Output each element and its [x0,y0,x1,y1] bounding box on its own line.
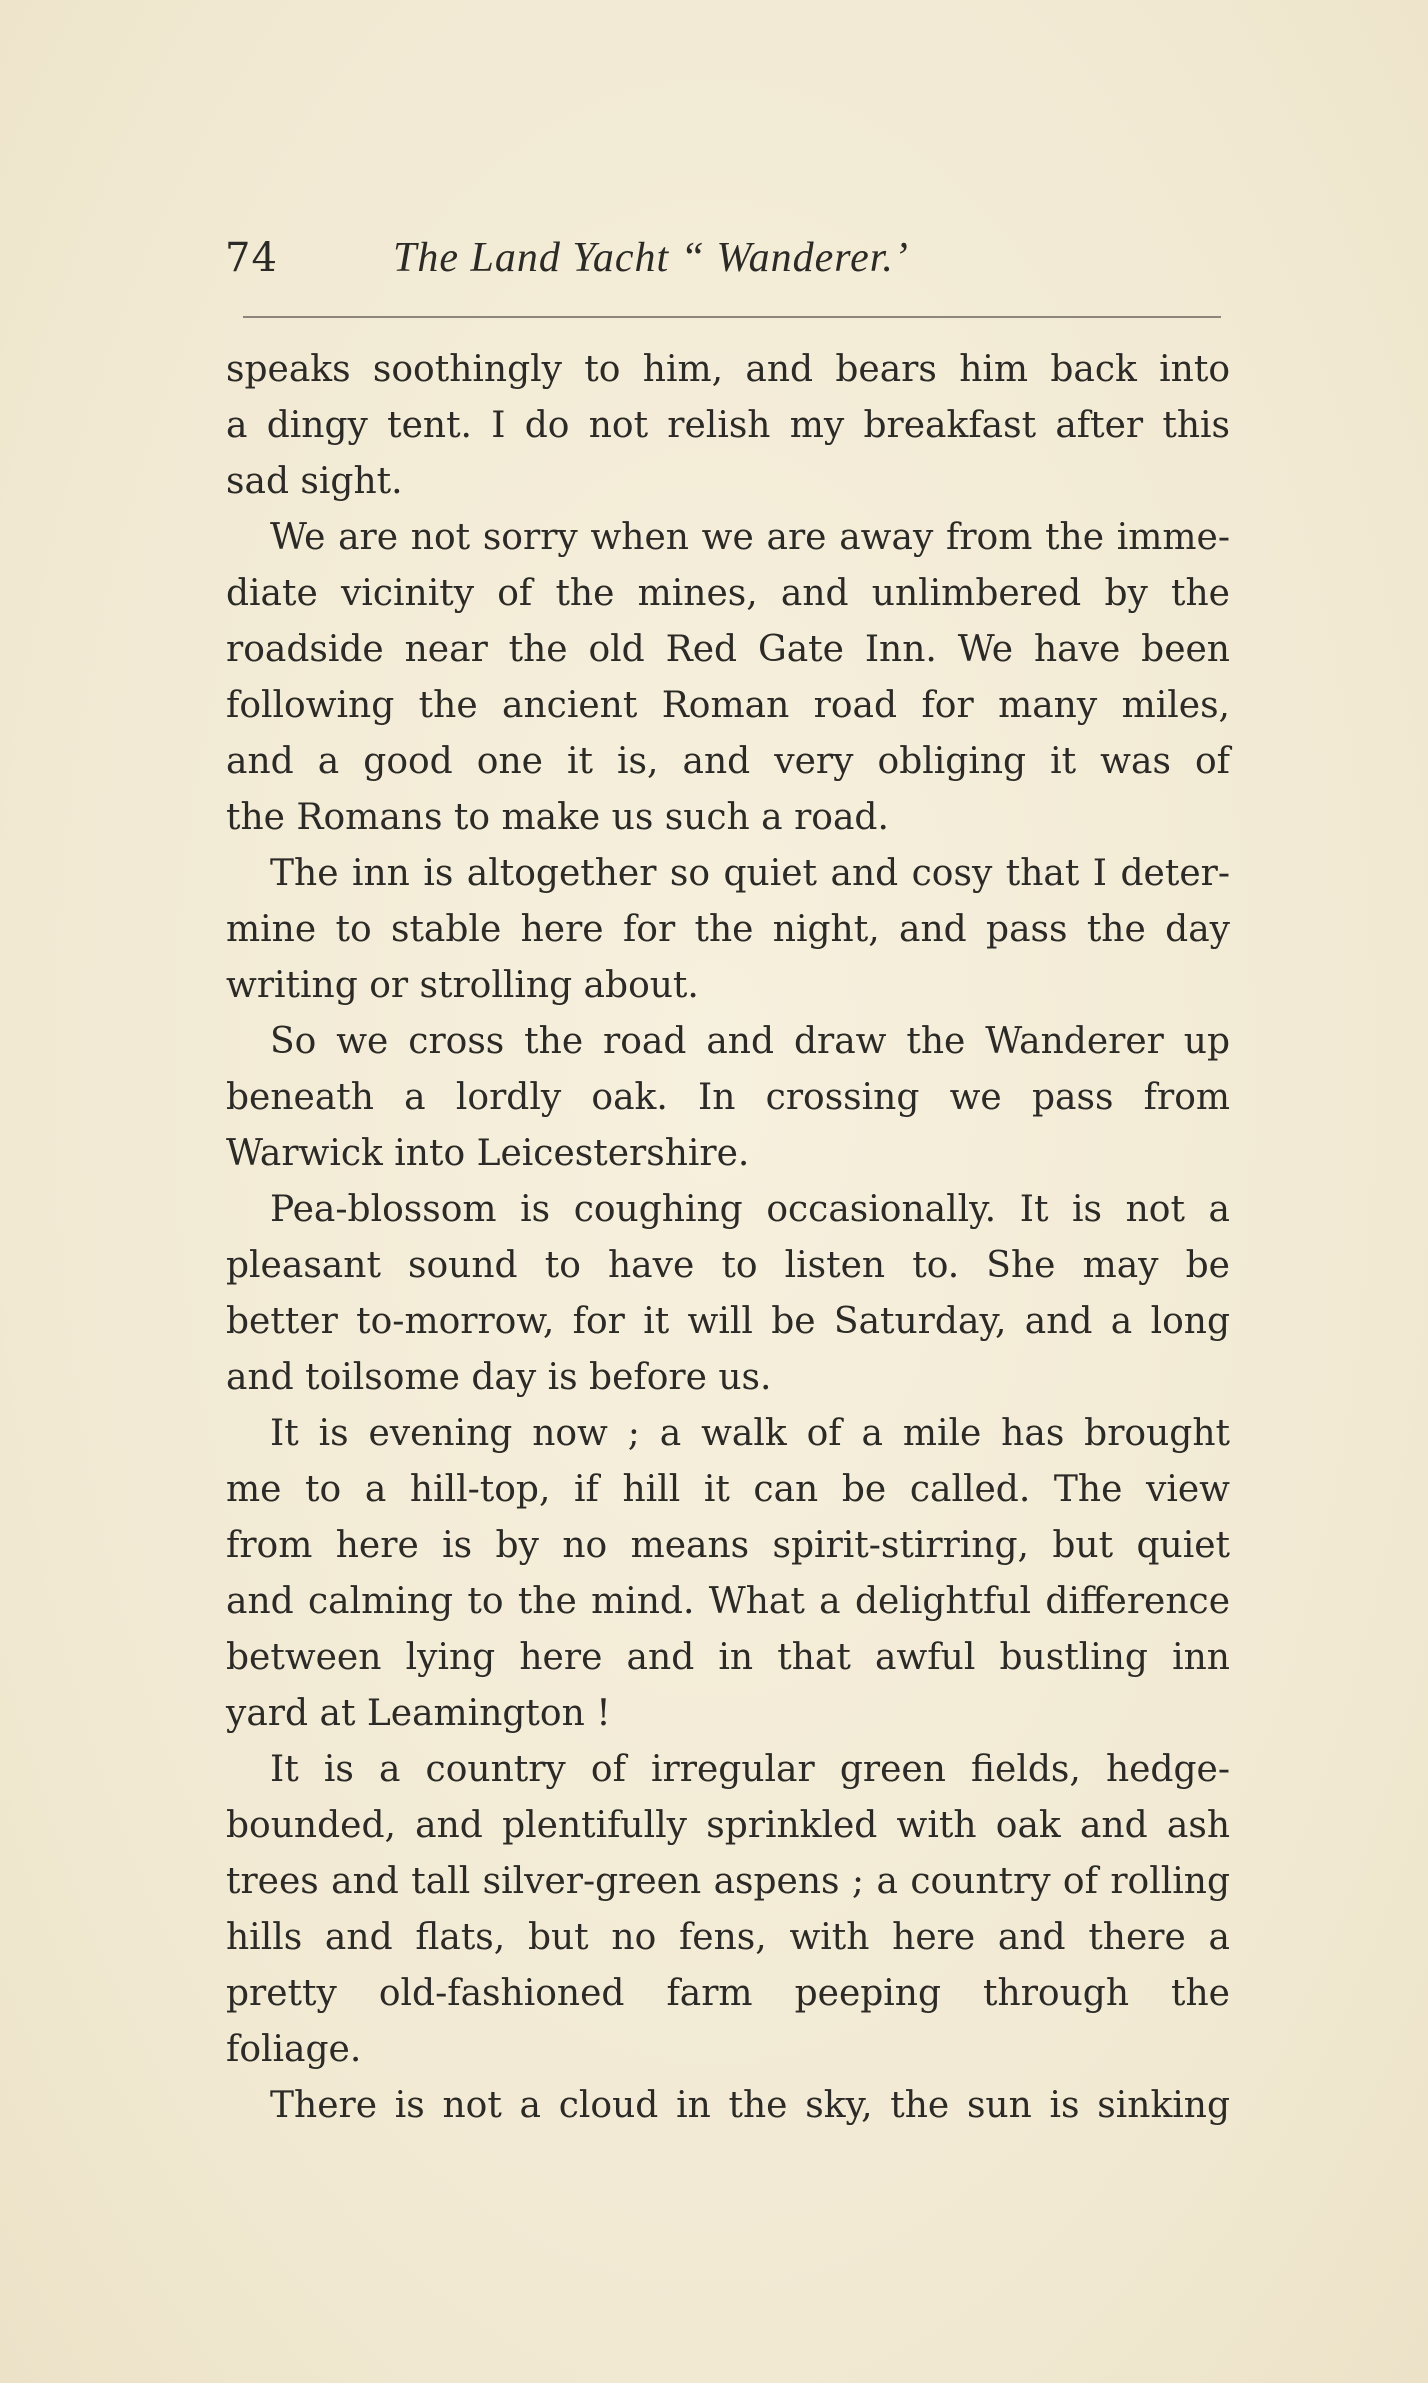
text-line: speaks soothingly to him, and bears him back into [226,349,1230,390]
text-line: Warwick into Leicestershire. [226,1133,750,1174]
text-line: yard at Leamington ! [226,1693,611,1734]
text-line: trees and tall silver-green aspens ; a country of rolling [226,1861,1230,1902]
text-line: between lying here and in that awful bustling inn [226,1637,1230,1678]
text-line: writing or strolling about. [226,965,699,1006]
text-line: There is not a cloud in the sky, the sun is sinking [270,2085,1230,2126]
text-line: the Romans to make us such a road. [226,797,889,838]
text-line: We are not sorry when we are away from the imme- [270,517,1230,558]
text-line: pretty old-fashioned farm peeping through the [226,1973,1230,2014]
text-line: It is a country of irregular green fields, hedge- [270,1749,1230,1790]
running-head [225,228,1215,288]
text-line: mine to stable here for the night, and pass the day [226,909,1230,950]
text-line: better to-morrow, for it will be Saturday, and a long [226,1301,1230,1342]
text-line: a dingy tent. I do not relish my breakfast after this [226,405,1230,446]
text-line: So we cross the road and draw the Wanderer up [270,1021,1230,1062]
text-line: It is evening now ; a walk of a mile has brought [270,1413,1230,1454]
text-line: sad sight. [226,461,403,502]
text-line: bounded, and plentifully sprinkled with oak and ash [226,1805,1230,1846]
text-line: pleasant sound to have to listen to. She may be [226,1245,1230,1286]
text-line: foliage. [226,2029,362,2070]
page-number: 74 [225,235,278,281]
text-line: and toilsome day is before us. [226,1357,772,1398]
text-line: and a good one it is, and very obliging it was of [226,741,1230,782]
text-line: from here is by no means spirit-stirring, but quiet [226,1525,1230,1566]
text-line: diate vicinity of the mines, and unlimbered by the [226,573,1230,614]
text-line: following the ancient Roman road for many miles, [226,685,1230,726]
body-text [226,342,1230,2134]
text-line: Pea-blossom is coughing occasionally. It is not a [270,1189,1230,1230]
header-rule [243,316,1221,318]
running-title: The Land Yacht “ Wanderer.’ [393,235,909,281]
text-line: and calming to the mind. What a delightful difference [226,1581,1230,1622]
text-line: beneath a lordly oak. In crossing we pass from [226,1077,1230,1118]
text-line: roadside near the old Red Gate Inn. We have been [226,629,1230,670]
text-line: hills and flats, but no fens, with here and there a [226,1917,1230,1958]
text-line: me to a hill-top, if hill it can be called. The view [226,1469,1230,1510]
text-line: The inn is altogether so quiet and cosy that I deter- [270,853,1230,894]
